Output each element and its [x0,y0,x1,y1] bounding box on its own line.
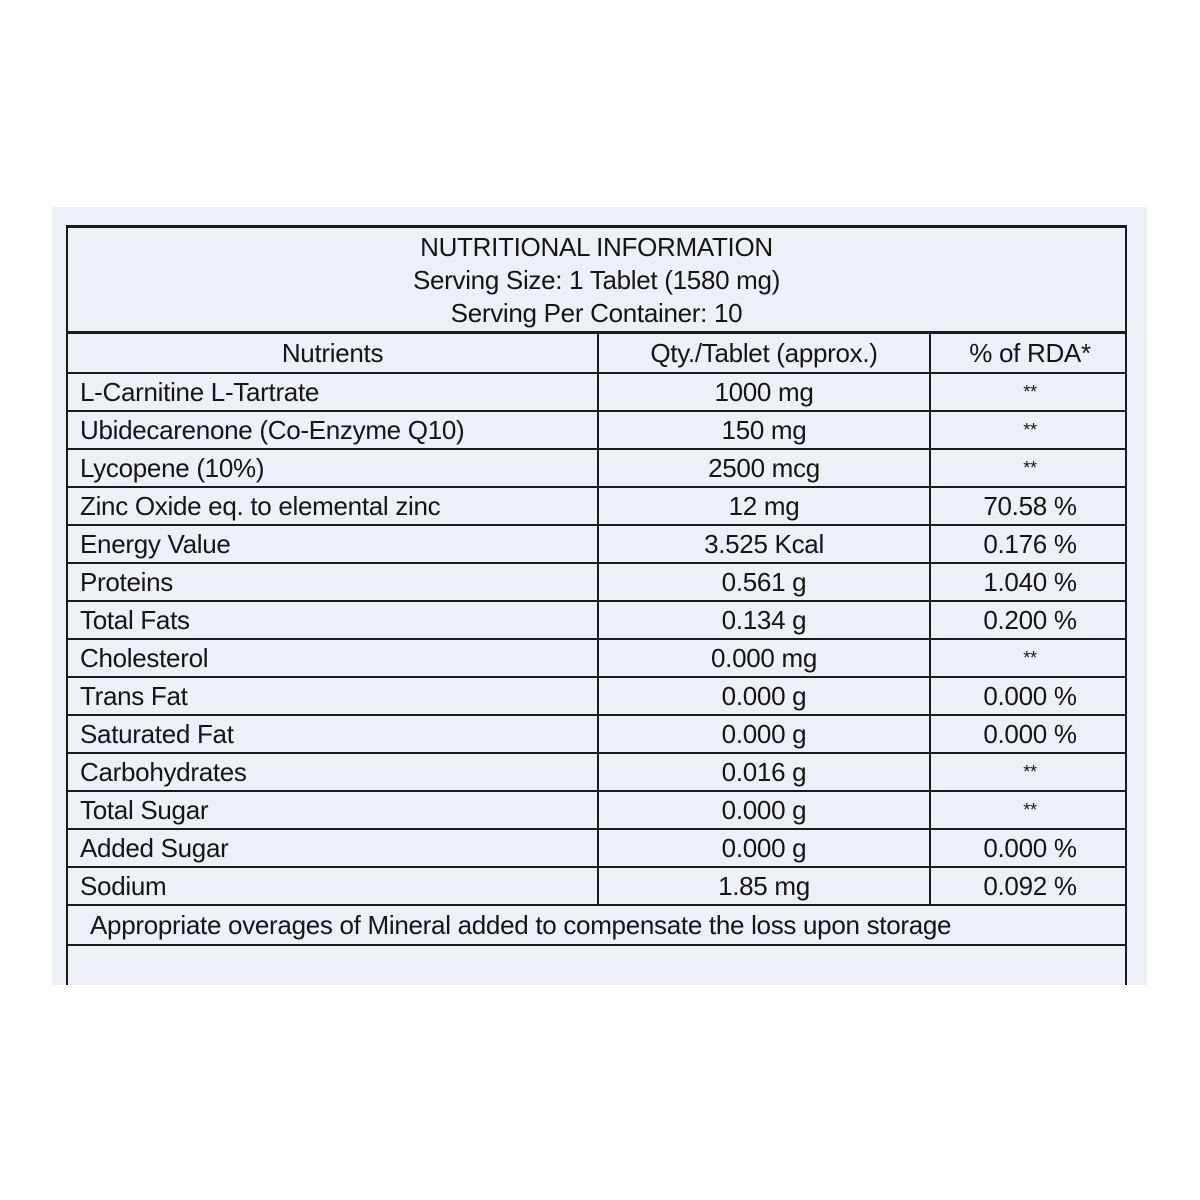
nutrient-rda: 0.176 % [930,525,1127,563]
table-row [68,677,1127,715]
footnote-row [68,905,1127,945]
nutrient-name: Saturated Fat [68,715,598,753]
nutrient-name: Trans Fat [68,677,598,715]
table-row [68,829,1127,867]
nutrient-rda: ** [930,449,1127,487]
nutrient-name: Cholesterol [68,639,598,677]
nutrient-name: Total Fats [68,601,598,639]
nutrient-quantity: 0.016 g [598,753,930,791]
table-row [68,373,1127,411]
nutrition-rows [68,373,1127,905]
table-row [68,449,1127,487]
nutrient-quantity: 0.000 mg [598,639,930,677]
servings-per-container: Serving Per Container: 10 [450,298,743,328]
nutrient-rda: ** [930,373,1127,411]
table-row [68,487,1127,525]
nutrient-name: Added Sugar [68,829,598,867]
table-header-row [68,334,1127,373]
nutrient-rda: 0.200 % [930,601,1127,639]
column-header-rda: % of RDA* [930,334,1127,373]
nutrient-name: Zinc Oxide eq. to elemental zinc [68,487,598,525]
nutrition-table [68,334,1127,976]
nutrient-quantity: 0.000 g [598,791,930,829]
nutrient-name: Energy Value [68,525,598,563]
nutrient-name: L-Carnitine L-Tartrate [68,373,598,411]
nutrient-quantity: 1.85 mg [598,867,930,905]
nutrient-quantity: 2500 mcg [598,449,930,487]
nutrient-quantity: 0.000 g [598,677,930,715]
nutrient-rda: 1.040 % [930,563,1127,601]
clipped-cell [68,945,1127,976]
nutrient-rda: 70.58 % [930,487,1127,525]
nutrient-quantity: 0.000 g [598,829,930,867]
nutrient-rda: ** [930,791,1127,829]
table-row [68,411,1127,449]
nutrient-quantity: 150 mg [598,411,930,449]
table-row [68,525,1127,563]
nutrient-name: Ubidecarenone (Co-Enzyme Q10) [68,411,598,449]
clipped-row [68,945,1127,976]
nutrient-rda: ** [930,411,1127,449]
label-header [68,228,1125,334]
nutrient-quantity: 0.561 g [598,563,930,601]
table-row [68,753,1127,791]
nutrient-rda: ** [930,639,1127,677]
nutrition-label [66,225,1127,985]
nutrient-rda: 0.000 % [930,829,1127,867]
nutrient-rda: ** [930,753,1127,791]
table-row [68,791,1127,829]
column-header-quantity: Qty./Tablet (approx.) [598,334,930,373]
nutrient-quantity: 1000 mg [598,373,930,411]
nutrient-name: Proteins [68,563,598,601]
nutrient-name: Sodium [68,867,598,905]
column-header-nutrients: Nutrients [68,334,598,373]
nutrient-name: Total Sugar [68,791,598,829]
nutrient-quantity: 0.134 g [598,601,930,639]
label-title: NUTRITIONAL INFORMATION [420,232,773,262]
table-row [68,639,1127,677]
nutrient-rda: 0.000 % [930,715,1127,753]
nutrient-rda: 0.000 % [930,677,1127,715]
serving-size: Serving Size: 1 Tablet (1580 mg) [412,265,781,295]
nutrient-rda: 0.092 % [930,867,1127,905]
nutrient-quantity: 12 mg [598,487,930,525]
nutrient-name: Lycopene (10%) [68,449,598,487]
table-row [68,715,1127,753]
table-row [68,601,1127,639]
footnote: Appropriate overages of Mineral added to compensate the loss upon storage [68,905,1127,945]
nutrient-quantity: 0.000 g [598,715,930,753]
table-row [68,563,1127,601]
nutrient-name: Carbohydrates [68,753,598,791]
table-row [68,867,1127,905]
nutrient-quantity: 3.525 Kcal [598,525,930,563]
